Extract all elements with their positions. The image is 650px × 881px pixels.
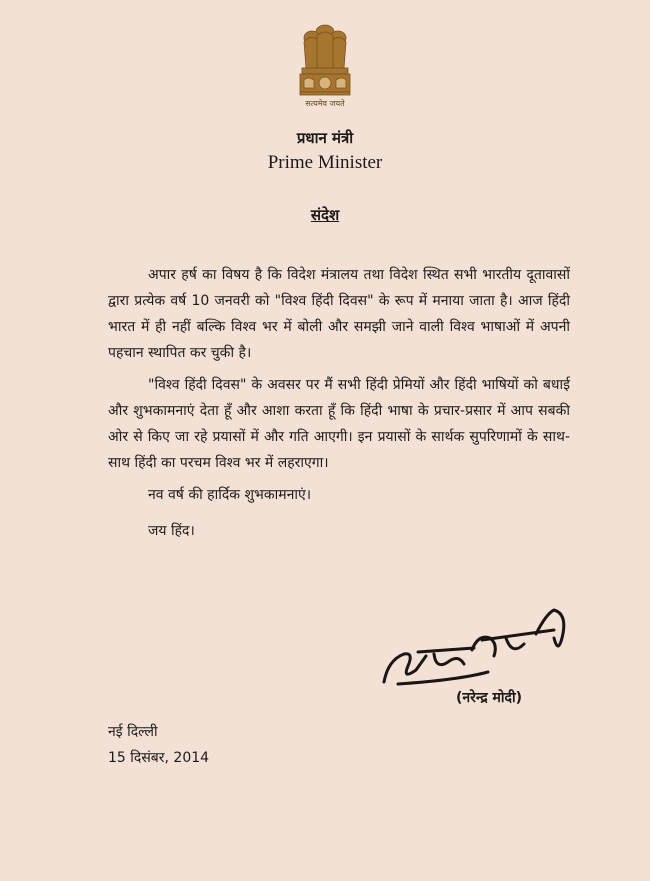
paragraph: नव वर्ष की हार्दिक शुभकामनाएं।: [148, 487, 312, 503]
letter-heading: संदेश: [310, 206, 340, 224]
emblem-motto: सत्यमेव जयते: [305, 99, 345, 108]
signatory-name: (नरेन्द्र मोदी): [456, 690, 522, 706]
office-title-hindi: प्रधान मंत्री: [296, 129, 354, 147]
paragraph: "विश्व हिंदी दिवस" के अवसर पर मैं सभी हिंदी प्रेमियों और हिंदी भाषियों को बधाई और शुभकामनाएं देता हूँ और आशा करता हूँ कि हिंदी भाषा के प्रचार-प्रसार में आप सबकी ओर से किए जा रहे प्रयासों में और गति आएगी। इन प्रयासों के सार्थक सुपरिणामों के साथ-साथ हिंदी का परचम विश्व भर में लहराएगा।: [108, 377, 570, 471]
handwritten-signature: [378, 604, 578, 696]
letter-date: 15 दिसंबर, 2014: [108, 750, 210, 766]
office-title-english: Prime Minister: [267, 152, 383, 173]
letter-body: [108, 262, 570, 554]
paragraph: जय हिंद।: [148, 523, 195, 539]
paragraph: अपार हर्ष का विषय है कि विदेश मंत्रालय तथा विदेश स्थित सभी भारतीय दूतावासों द्वारा प्रत्येक वर्ष 10 जनवरी को "विश्व हिंदी दिवस" के रूप में मनाया जाता है। आज हिंदी भारत में ही नहीं बल्कि विश्व भर में बोली और समझी जाने वाली विश्व भाषाओं में अपनी पहचान स्थापित कर चुकी है।: [108, 267, 570, 361]
letter-place: नई दिल्ली: [108, 724, 158, 740]
